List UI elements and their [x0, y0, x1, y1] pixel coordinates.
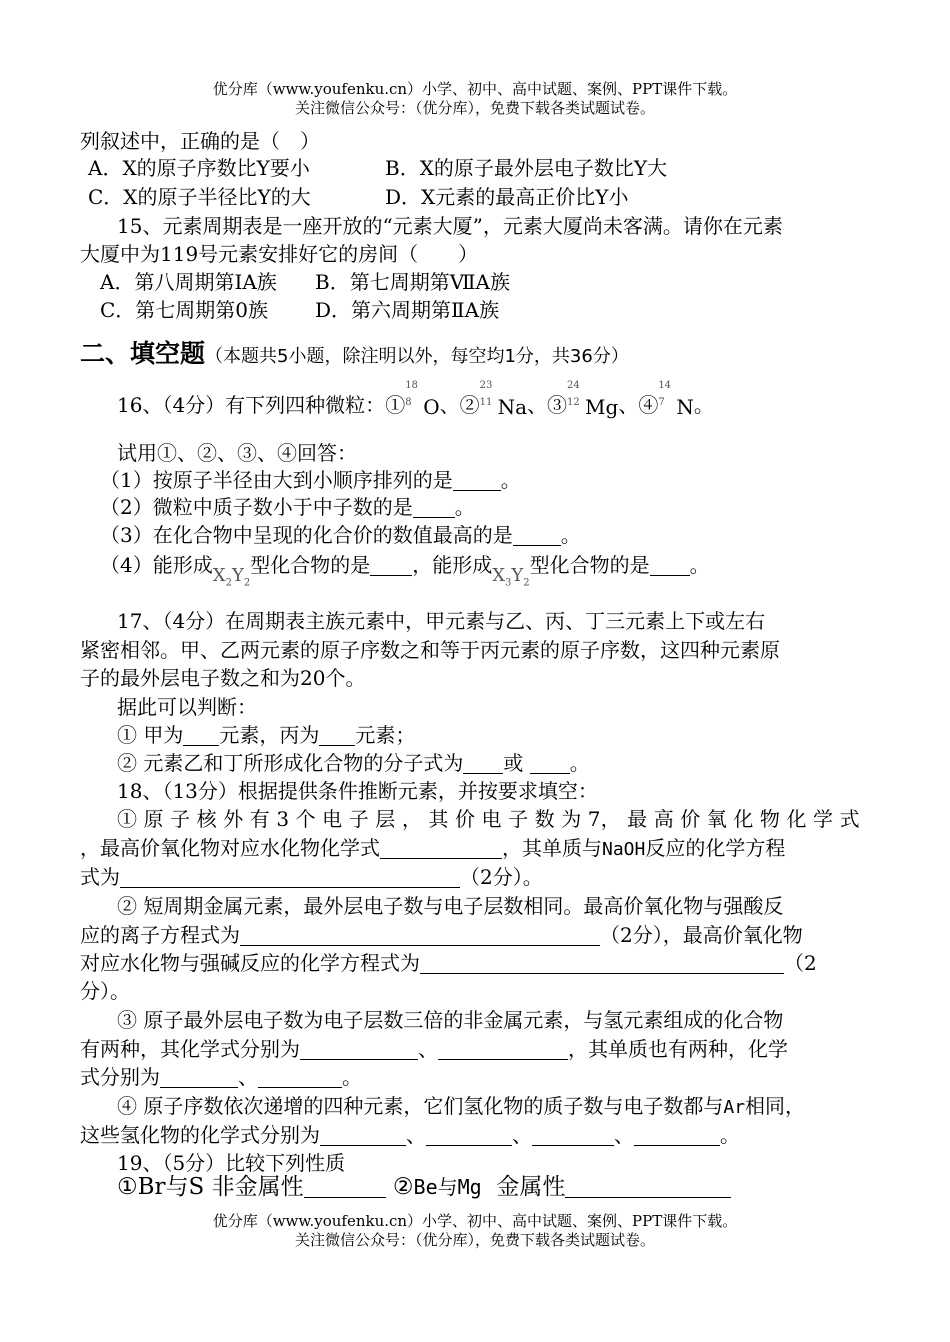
q18-a-text-a: ，最高价氧化物对应水化物化学式 — [80, 836, 380, 860]
section-2-title: 二、填空题 — [80, 339, 206, 368]
q16-num-4: ④ — [638, 393, 659, 417]
formula-sub: 2 — [243, 577, 251, 589]
formula-sym: Y — [511, 565, 524, 586]
q16-sub-4-text-d: 型化合物的是 — [529, 553, 650, 577]
answer-blank[interactable] — [438, 1039, 568, 1060]
q17-item-2 — [117, 750, 590, 776]
q16-sep: 、 — [618, 393, 639, 417]
q18-b-line-3 — [80, 950, 817, 976]
q18-c-end: 。 — [342, 1065, 362, 1089]
q19-intro: 19、（5分）比较下列性质 — [117, 1151, 346, 1175]
q18-d-sep: 、 — [614, 1123, 634, 1147]
answer-blank[interactable] — [258, 1067, 342, 1088]
isotope-symbol: N — [676, 394, 694, 419]
q18-b-text-c: 对应水化物与强碱反应的化学方程式为 — [80, 951, 420, 975]
q18-ar: Ar — [723, 1097, 746, 1118]
q18-d-text-c: 这些氢化物的化学式分别为 — [80, 1123, 320, 1147]
answer-blank[interactable] — [513, 525, 561, 546]
q18-a-line-3 — [80, 864, 543, 890]
answer-blank[interactable] — [634, 1125, 720, 1146]
q16-sep: 、 — [439, 393, 460, 417]
q16-num-2: ② — [459, 393, 480, 417]
answer-blank[interactable] — [320, 1125, 406, 1146]
q18-d-line-1 — [117, 1093, 805, 1121]
q16-sub-2 — [100, 494, 475, 520]
q18-b-line-1: ② 短周期金属元素，最外层电子数与电子层数相同。最高价氧化物与强酸反 — [117, 894, 784, 918]
q16-intro-line — [117, 379, 714, 425]
formula-sym: Y — [231, 565, 244, 586]
q16-intro: 16、（4分）有下列四种微粒： — [117, 393, 386, 417]
q17-end: 。 — [569, 751, 590, 775]
q17-item-2-text-b: 或 — [503, 751, 524, 775]
isotope-symbol: O — [423, 394, 440, 419]
q18-d-text-a: ④ 原子序数依次递增的四种元素，它们氢化物的质子数与电子数都与 — [117, 1094, 724, 1118]
isotope-z: 11 — [479, 396, 493, 408]
answer-blank[interactable] — [300, 1039, 418, 1060]
q16-sub-3 — [100, 522, 581, 548]
formula-sub: 2 — [225, 577, 232, 589]
q14-option-c: C．X的原子半径比Y的大 — [88, 185, 311, 209]
formula-sub: 3 — [505, 577, 512, 589]
answer-blank[interactable] — [426, 1125, 512, 1146]
isotope-mass: 24 — [567, 379, 580, 391]
isotope-mg24 — [567, 379, 619, 425]
isotope-z: 8 — [405, 396, 412, 408]
q19-item-2-text: 金属性 — [496, 1174, 566, 1200]
q16-sub-4 — [100, 552, 710, 597]
answer-blank[interactable] — [565, 1173, 731, 1198]
q18-d-sep: 、 — [406, 1123, 426, 1147]
header-line-1: 优分库（www.youfenku.cn）小学、初中、高中试题、案例、PPT课件下载。 — [212, 80, 738, 98]
formula-sub: 2 — [523, 577, 530, 589]
answer-blank[interactable] — [160, 1067, 238, 1088]
answer-blank[interactable] — [453, 470, 501, 491]
q19-item-2-num: ② — [392, 1174, 414, 1200]
q18-c-line-3 — [80, 1064, 362, 1090]
q18-c-text-a: 有两种，其化学式分别为 — [80, 1037, 300, 1061]
answer-blank[interactable] — [240, 925, 600, 946]
q15-option-d: D．第六周期第ⅡA族 — [315, 298, 500, 322]
q14-option-d: D．X元素的最高正价比Y小 — [385, 185, 629, 209]
q18-b-line-4: 分）。 — [80, 979, 130, 1003]
q18-c-text-b: ，其单质也有两种，化学 — [568, 1037, 788, 1061]
q16-sub-4-text-a: （4）能形成 — [100, 553, 213, 577]
q17-item-1-text-b: 元素，丙为 — [219, 723, 320, 747]
answer-blank[interactable] — [530, 753, 570, 774]
isotope-mass: 14 — [658, 379, 672, 391]
isotope-z: 12 — [567, 396, 580, 408]
q18-c-line-1: ③ 原子最外层电子数为电子层数三倍的非金属元素，与氢元素组成的化合物 — [117, 1008, 784, 1032]
answer-blank[interactable] — [380, 838, 502, 859]
isotope-symbol: Mg — [585, 394, 619, 419]
answer-blank[interactable] — [183, 725, 219, 746]
q16-sub-2-text: （2）微粒中质子数小于中子数的是 — [100, 495, 413, 519]
q18-d-text-b: 相同， — [745, 1094, 806, 1118]
q18-d-sep: 、 — [512, 1123, 532, 1147]
q18-intro: 18、（13分）根据提供条件推断元素，并按要求填空： — [117, 779, 598, 803]
q16-sub-4-text-c: ，能形成 — [412, 553, 493, 577]
answer-blank[interactable] — [370, 555, 412, 576]
q15-option-b: B．第七周期第ⅦA族 — [315, 270, 510, 294]
q14-option-b: B．X的原子最外层电子数比Y大 — [385, 156, 668, 180]
q16-sub-3-text: （3）在化合物中呈现的化合价的数值最高的是 — [100, 523, 513, 547]
q18-b-text-b: （2分），最高价氧化物 — [600, 923, 803, 947]
formula-sym: X — [212, 565, 226, 586]
q16-sub-1-end: 。 — [500, 468, 521, 492]
q14-stem-tail: 列叙述中，正确的是（ ） — [80, 129, 320, 153]
q18-c-sep: 、 — [238, 1065, 258, 1089]
isotope-z: 7 — [658, 396, 665, 408]
isotope-na23 — [479, 379, 528, 425]
q18-a-text-b: ，其单质与 — [502, 836, 602, 860]
q17-item-2-text-a: ② 元素乙和丁所形成化合物的分子式为 — [117, 751, 464, 775]
q17-item-1-text-a: ① 甲为 — [117, 723, 184, 747]
q16-sub-3-end: 。 — [560, 523, 581, 547]
q19-item-1-text: ①Br与S 非金属性 — [117, 1174, 304, 1200]
q18-d-line-2 — [80, 1122, 740, 1148]
answer-blank[interactable] — [650, 555, 690, 576]
isotope-mass: 18 — [405, 379, 418, 391]
isotope-mass: 23 — [479, 379, 493, 391]
section-2-heading — [80, 338, 629, 373]
q18-a-text-d: 式为 — [80, 865, 120, 889]
q16-num-1: ① — [385, 393, 406, 417]
q17-line-1: 17、（4分）在周期表主族元素中，甲元素与乙、丙、丁三元素上下或左右 — [117, 609, 766, 633]
q16-sub-2-end: 。 — [454, 495, 475, 519]
q16-sub-1-text: （1）按原子半径由大到小顺序排列的是 — [100, 468, 453, 492]
formula-x2y2 — [212, 565, 251, 589]
q18-a-line-1: ① 原 子 核 外 有 3 个 电 子 层 ， 其 价 电 子 数 为 7， 最 高 价 氧 化 物 化 学 式 — [117, 807, 860, 831]
q16-instruction: 试用①、②、③、④回答： — [117, 441, 357, 465]
q14-option-a: A．X的原子序数比Y要小 — [88, 156, 310, 180]
answer-blank[interactable] — [532, 1125, 614, 1146]
answer-blank[interactable] — [413, 497, 455, 518]
q15-line-2: 大厦中为119号元素安排好它的房间（ ） — [80, 242, 479, 266]
q18-a-line-2 — [80, 835, 785, 863]
q18-d-end: 。 — [720, 1123, 740, 1147]
q17-item-1 — [117, 722, 415, 748]
answer-blank[interactable] — [319, 725, 355, 746]
q17-line-3: 子的最外层电子数之和为20个。 — [80, 666, 366, 690]
q16-sub-1 — [100, 467, 521, 493]
isotope-symbol: Na — [497, 394, 528, 419]
q16-sub-4-text-b: 型化合物的是 — [250, 553, 371, 577]
isotope-o18 — [405, 379, 440, 425]
isotope-n14 — [658, 379, 694, 425]
q15-option-c: C．第七周期第0族 — [100, 298, 269, 322]
q19-item-2-pair: Be与Mg — [413, 1175, 482, 1199]
q18-a-text-e: （2分）。 — [460, 865, 543, 889]
q18-c-text-c: 式分别为 — [80, 1065, 160, 1089]
q16-end: 。 — [693, 393, 714, 417]
q16-sep: 、 — [527, 393, 548, 417]
answer-blank[interactable] — [304, 1173, 386, 1198]
header-line-2: 关注微信公众号：（优分库），免费下载各类试题试卷。 — [294, 99, 655, 117]
section-2-note: （本题共5小题，除注明以外，每空均1分，共36分） — [205, 346, 629, 367]
q15-line-1: 15、元素周期表是一座开放的“元素大厦”，元素大厦尚未客满。请你在元素 — [117, 214, 783, 238]
q16-num-3: ③ — [547, 393, 568, 417]
footer-line-1: 优分库（www.youfenku.cn）小学、初中、高中试题、案例、PPT课件下载。 — [212, 1212, 738, 1230]
footer-line-2: 关注微信公众号：（优分库），免费下载各类试题试卷。 — [294, 1231, 655, 1249]
answer-blank[interactable] — [120, 867, 460, 888]
q19-items — [117, 1172, 731, 1202]
q18-a-text-c: 反应的化学方程 — [645, 836, 786, 860]
answer-blank[interactable] — [420, 953, 784, 974]
q17-item-1-text-c: 元素； — [355, 723, 416, 747]
formula-x3y2 — [492, 565, 530, 589]
answer-blank[interactable] — [463, 753, 503, 774]
q18-c-line-2 — [80, 1036, 788, 1062]
formula-sym: X — [492, 565, 506, 586]
q17-line-4: 据此可以判断： — [117, 695, 257, 719]
q18-b-text-d: （2 — [784, 951, 817, 975]
q18-b-text-a: 应的离子方程式为 — [80, 923, 240, 947]
q17-line-2: 紧密相邻。甲、乙两元素的原子序数之和等于丙元素的原子序数，这四种元素原 — [80, 638, 780, 662]
q18-b-line-2 — [80, 922, 803, 948]
q15-option-a: A．第八周期第IA族 — [100, 270, 277, 294]
q18-naoh: NaOH — [602, 839, 646, 860]
q18-c-sep: 、 — [418, 1037, 438, 1061]
q16-sub-4-end: 。 — [689, 553, 710, 577]
